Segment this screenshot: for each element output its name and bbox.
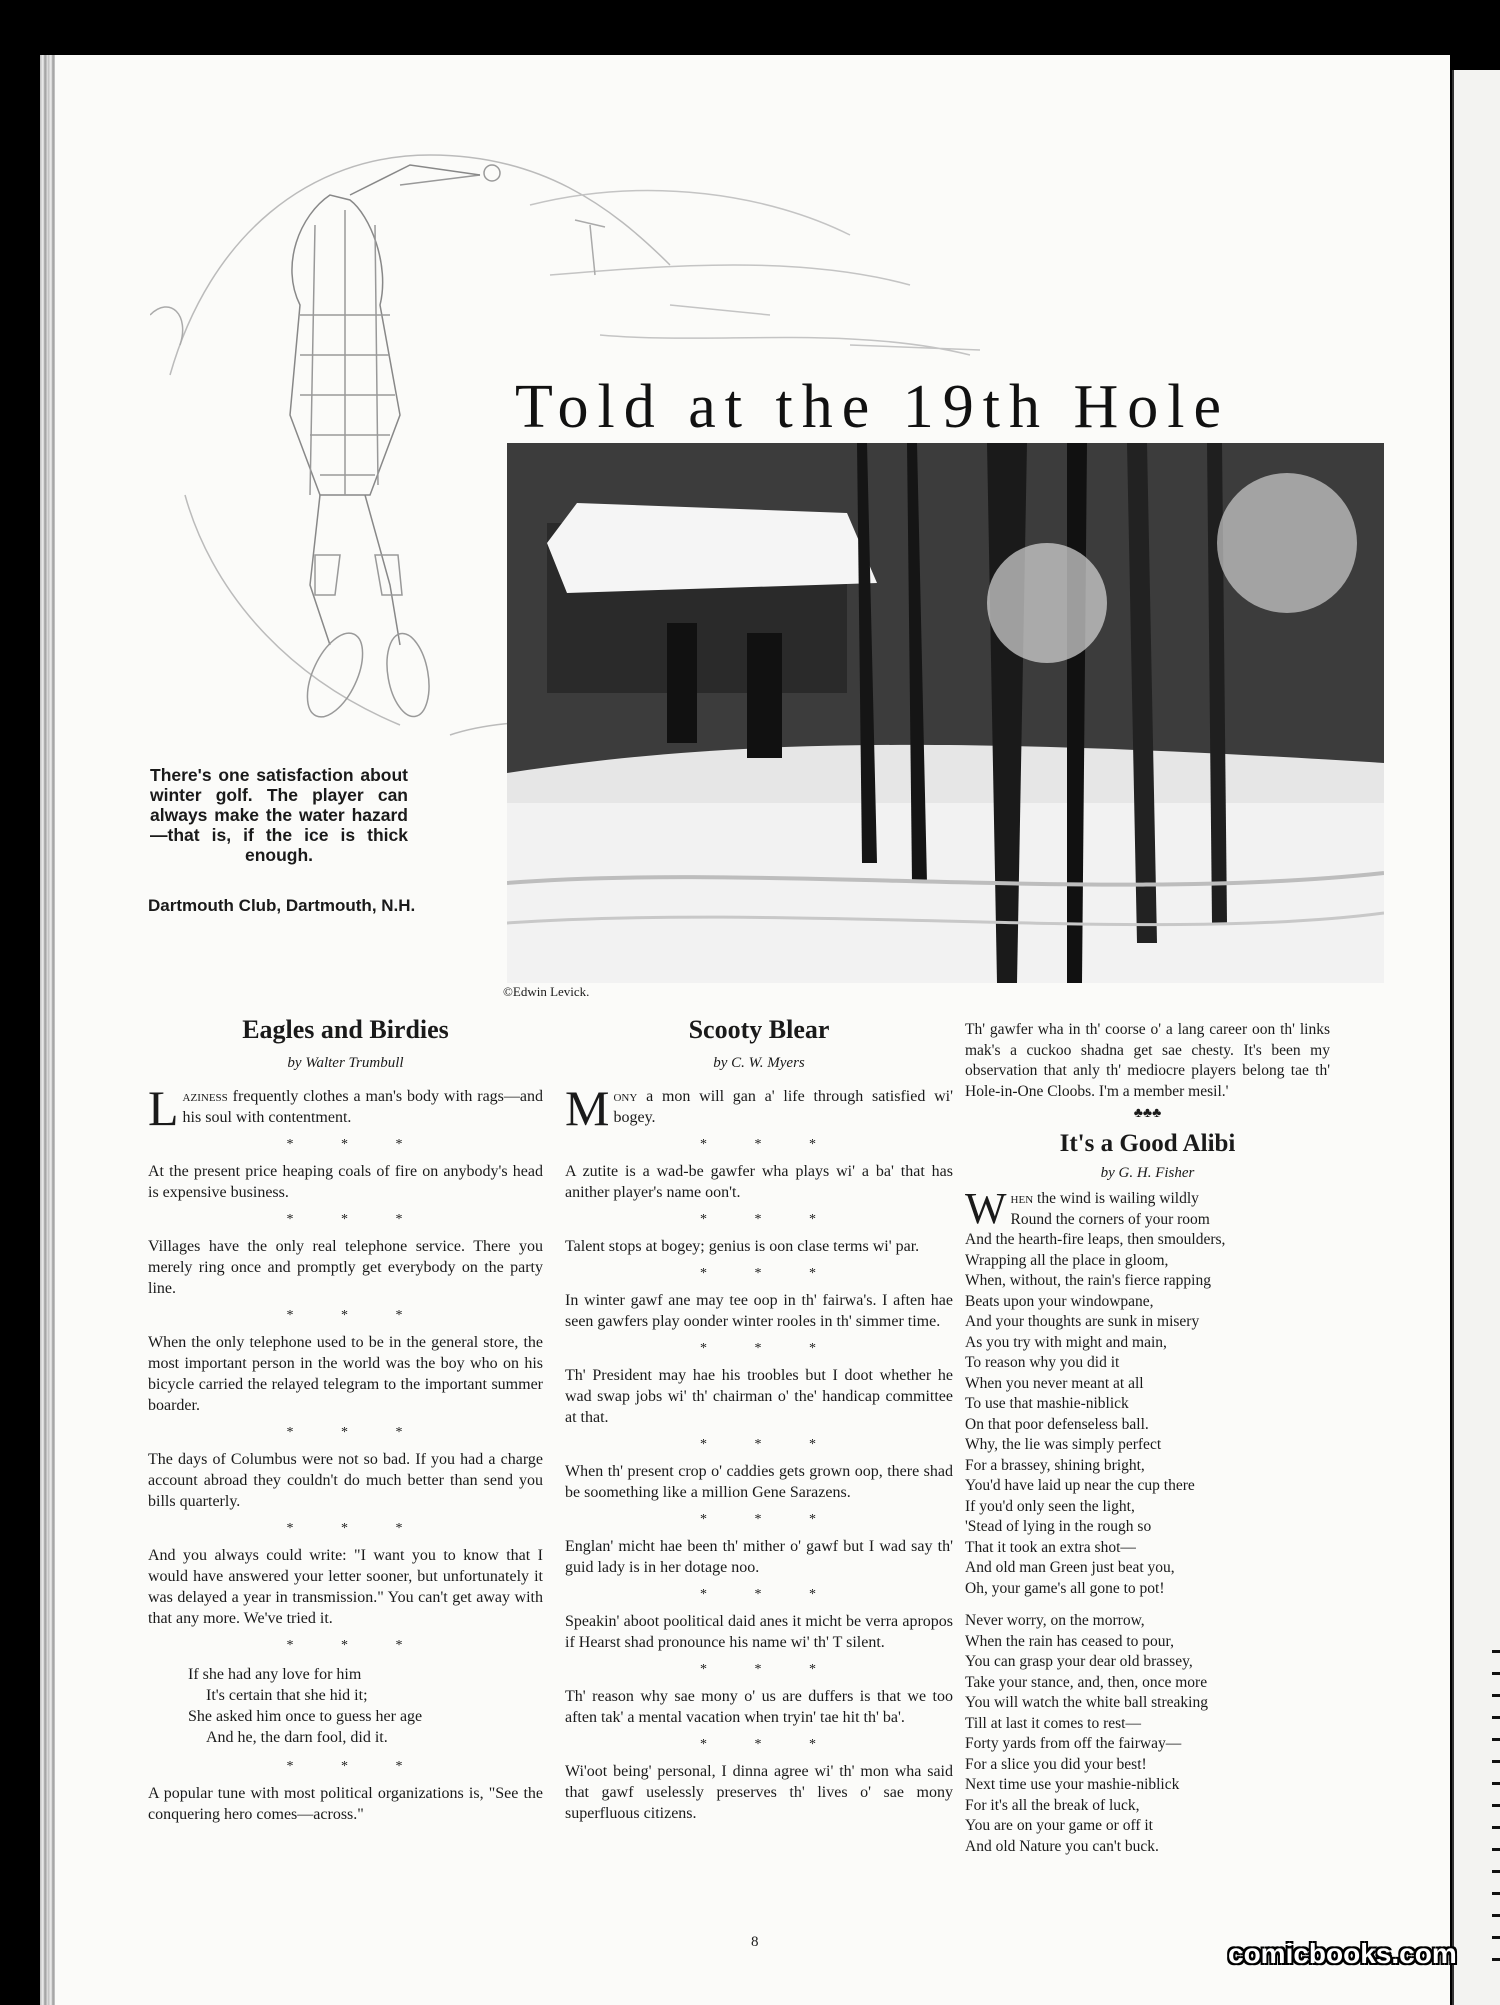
verse-line: That it took an extra shot—	[965, 1538, 1136, 1556]
paragraph: When th' present crop o' caddies gets grown oop, there shad be soomething like a million Gene Sarazens.	[565, 1463, 953, 1501]
separator: * * *	[700, 1587, 838, 1602]
paragraph: When the only telephone used to be in the general store, the most important person in the world was the boy who on his bicycle carried the relayed telegram to the important summer boarder.	[148, 1334, 543, 1414]
paragraph: Wi'oot being' personal, I dinna agree wi' th' mon wha said that gawf uselessly preserves th' lives o' sae mony superfluous citizens.	[565, 1763, 953, 1822]
separator: * * *	[286, 1759, 425, 1774]
verse-line: On that poor defenseless ball.	[965, 1415, 1149, 1433]
club-location: Dartmouth Club, Dartmouth, N.H.	[148, 896, 416, 915]
article-title: Told at the 19th Hole	[515, 373, 1231, 441]
paragraph: And you always could write: "I want you to know that I would have answered your letter sooner, but unfortunately it was delayed a year in transmission." You can't get away with that any more. We've tried it.	[148, 1547, 543, 1627]
verse-line: For a brassey, shining bright,	[965, 1456, 1145, 1474]
paragraph: A popular tune with most political organizations is, "See the conquering hero comes—across."	[148, 1785, 543, 1823]
verse-line: Beats upon your windowpane,	[965, 1292, 1154, 1310]
verse-line: Take your stance, and, then, once more	[965, 1673, 1208, 1691]
paragraph: Speakin' aboot poolitical daid anes it micht be verra apropos if Hearst shad pronounce his name wi' th' T silent.	[565, 1613, 953, 1651]
verse-line: Oh, your game's all gone to pot!	[965, 1579, 1165, 1597]
poem-stanza-1: When the wind is wailing wildly Round the corners of your room And the hearth-fire leaps, then smoulders, Wrapping all the place in gloom, When, without, the rain's fierce rapping Beats upon your windowpane, And your thoughts are sunk in misery As you try with might and main, To reason why you did it When you never meant at all To use that mashie-niblick On that poor defenseless ball. Why, the lie was simply perfect For a brassey, shining bright, You'd have laid up near the cup there If you'd only seen the light, 'Stead of lying in the rough so That it took an extra shot— And old man Green just beat you, Oh, your game's all gone to pot!	[965, 1189, 1330, 1599]
photo-caption: There's one satisfaction about winter golf. The player can always make the water hazard—that is, if the ice is thick enough.	[150, 765, 408, 865]
verse-line: It's certain that she hid it;	[206, 1687, 368, 1704]
separator: * * *	[286, 1308, 425, 1323]
separator: * * *	[286, 1137, 425, 1152]
drop-cap: M	[565, 1080, 610, 1136]
snow-cabin-photo	[507, 443, 1384, 983]
verse-line: Till at last it comes to rest—	[965, 1714, 1141, 1732]
separator: * * *	[286, 1212, 425, 1227]
verse-line: You'd have laid up near the cup there	[965, 1477, 1195, 1494]
paragraph: A zutite is a wad-be gawfer wha plays wi' a ba' that has anither player's name oon't.	[565, 1163, 953, 1201]
separator: * * *	[700, 1212, 838, 1227]
paragraph: Th' President may hae his troobles but I doot whether he wad swap jobs wi' th' chairman o' the' handicap committee at that.	[565, 1367, 953, 1426]
byline-trumbull: by Walter Trumbull	[287, 1055, 404, 1071]
verse-line: You are on your game or off it	[965, 1817, 1153, 1834]
heading-eagles-and-birdies: Eagles and Birdies	[242, 1015, 449, 1044]
separator: * * *	[286, 1425, 425, 1440]
lead-paragraph: Laziness frequently clothes a man's body with rags—and his soul with contentment.	[148, 1080, 543, 1136]
facing-page-edge	[1452, 70, 1500, 2005]
verse-line: As you try with might and main,	[965, 1333, 1167, 1351]
byline-myers: by C. W. Myers	[713, 1055, 805, 1071]
separator: * * *	[700, 1437, 838, 1452]
photo-credit: ©Edwin Levick.	[503, 984, 590, 999]
paragraph: In winter gawf ane may tee oop in th' fairwa's. I aften hae seen gawfers play oonder winter rooles in th' simmer time.	[565, 1292, 953, 1330]
verse-line: You will watch the white ball streaking	[965, 1694, 1208, 1711]
verse-line: And old Nature you can't buck.	[965, 1837, 1159, 1855]
verse-line: For a slice you did your best!	[965, 1755, 1147, 1773]
verse-line: She asked him once to guess her age	[188, 1708, 423, 1725]
heading-good-alibi: It's a Good Alibi	[1059, 1129, 1236, 1157]
verse-line: And the hearth-fire leaps, then smoulders,	[965, 1231, 1226, 1248]
poem-stanza-2	[965, 1611, 1330, 1857]
verse-line: To reason why you did it	[965, 1354, 1120, 1371]
paragraph: Englan' micht hae been th' mither o' gawf but I wad say th' guid lady is in her dotage noo.	[565, 1538, 953, 1576]
verse-line: If you'd only seen the light,	[965, 1497, 1135, 1515]
drop-cap: W	[965, 1184, 1007, 1233]
verse-line: If she had any love for him	[188, 1666, 362, 1683]
separator: * * *	[700, 1137, 838, 1152]
heading-scooty-blear: Scooty Blear	[688, 1015, 830, 1044]
paragraph: The days of Columbus were not so bad. If you had a charge account abroad they couldn't do much better than send you bills quarterly.	[148, 1451, 543, 1510]
watermark-logo: comicbooks.com	[1228, 1938, 1457, 1969]
verse-line: To use that mashie-niblick	[965, 1395, 1129, 1412]
short-verse	[148, 1664, 543, 1748]
byline-fisher: by G. H. Fisher	[1100, 1164, 1195, 1181]
separator: * * *	[700, 1341, 838, 1356]
separator: * * *	[700, 1662, 838, 1677]
verse-line: When, without, the rain's fierce rapping	[965, 1272, 1211, 1289]
separator: * * *	[286, 1638, 425, 1653]
verse-line: Why, the lie was simply perfect	[965, 1436, 1162, 1453]
paragraph: Villages have the only real telephone service. There you merely ring once and promptly get everybody on the party line.	[148, 1238, 543, 1297]
verse-line: You can grasp your dear old brassey,	[965, 1653, 1193, 1670]
column-eagles-and-birdies	[148, 1013, 543, 1825]
verse-line: Forty yards from off the fairway—	[965, 1735, 1182, 1752]
verse-line: Next time use your mashie-niblick	[965, 1776, 1180, 1793]
paragraph: Th' gawfer wha in th' coorse o' a lang career oon th' links mak's a cuckoo shadna get sae chesty. It's been my observation that anly th' mediocre players belong tae th' Hole-in-One Cloobs. I'm a member mesil.'	[965, 1021, 1330, 1100]
verse-line: 'Stead of lying in the rough so	[965, 1518, 1152, 1535]
verse-line: And old man Green just beat you,	[965, 1559, 1175, 1576]
lead-paragraph: Mony a mon will gan a' life through satisfied wi' bogey.	[565, 1080, 953, 1136]
verse-line: When the rain has ceased to pour,	[965, 1632, 1174, 1650]
verse-line: And he, the darn fool, did it.	[206, 1729, 388, 1746]
separator: * * *	[700, 1266, 838, 1281]
verse-line: And your thoughts are sunk in misery	[965, 1313, 1200, 1330]
separator: * * *	[700, 1512, 838, 1527]
ornament: ♣♣♣	[1133, 1106, 1162, 1121]
paragraph: Talent stops at bogey; genius is oon clase terms wi' par.	[565, 1238, 920, 1255]
verse-line: Wrapping all the place in gloom,	[965, 1251, 1169, 1269]
paragraph: Th' reason why sae mony o' us are duffers is that we too aften tak' a mental vacation when tryin' tae hit th' ba'.	[565, 1688, 953, 1726]
verse-line: For it's all the break of luck,	[965, 1796, 1140, 1814]
drop-cap: L	[148, 1080, 179, 1136]
verse-line: When you never meant at all	[965, 1374, 1144, 1392]
verse-line: Never worry, on the morrow,	[965, 1612, 1145, 1629]
separator: * * *	[700, 1737, 838, 1752]
verse-line: Round the corners of your room	[1010, 1210, 1210, 1228]
column-good-alibi	[965, 1020, 1330, 1857]
column-scooty-blear	[565, 1013, 953, 1824]
separator: * * *	[286, 1521, 425, 1536]
page-number: 8	[751, 1934, 759, 1950]
paragraph: At the present price heaping coals of fire on anybody's head is expensive business.	[148, 1163, 543, 1201]
